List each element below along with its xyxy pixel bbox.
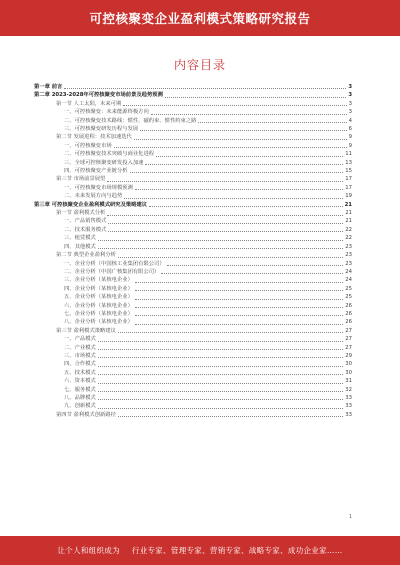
footer-banner [0,536,400,565]
toc-entry[interactable] [34,268,352,276]
toc-entry-page: 3 [348,109,352,116]
toc-entry[interactable] [34,117,352,125]
toc-entry-label: 二、可控核聚变技术路线：惯性、磁约束、惯性约束之路 [64,117,197,124]
toc-entry-label: 三、租赁模式 [64,235,96,242]
toc-entry[interactable] [34,344,352,352]
toc-leader-dots [156,155,343,157]
toc-entry-label: 八、企业分析（某核电企业） [64,319,133,326]
toc-entry-page: 3 [348,83,352,90]
toc-entry-page: 13 [345,159,352,166]
toc-entry[interactable] [34,360,352,368]
toc-entry[interactable] [34,125,352,133]
footer-slogan-left: 让个人和组织成为 [57,546,120,555]
toc-leader-dots [135,298,343,300]
toc-entry-page: 3 [348,100,352,107]
toc-entry-page: 22 [345,226,352,233]
toc-entry[interactable] [34,310,352,318]
toc-entry[interactable] [34,108,352,116]
toc-entry[interactable] [34,142,352,150]
toc-entry[interactable] [34,218,352,226]
toc-leader-dots [98,407,343,409]
toc-entry[interactable] [34,209,352,217]
toc-leader-dots [107,214,343,216]
toc-entry-page: 15 [345,168,352,175]
toc-entry[interactable] [34,167,352,175]
toc-leader-dots [98,373,343,375]
toc-entry-page: 26 [345,302,352,309]
toc-entry[interactable] [34,394,352,402]
toc-entry-label: 第三章 可控核聚变企业盈利模式研究及策略建议 [34,201,148,208]
toc-leader-dots [198,121,346,123]
toc-entry-page: 6 [348,126,352,133]
toc-entry-label: 一、可控核聚变市场 [64,142,112,149]
toc-leader-dots [135,306,343,308]
toc-entry[interactable] [34,276,352,284]
toc-entry-page: 33 [345,395,352,402]
toc-entry[interactable] [34,159,352,167]
footer-slogan-right: 行业专家、管理专家、营销专家、战略专家、成功企业家…… [131,546,343,555]
toc-leader-dots [108,230,343,232]
toc-entry-page: 24 [345,268,352,275]
toc-entry-page: 29 [345,352,352,359]
toc-entry-page: 21 [345,218,352,225]
toc-leader-dots [161,272,343,274]
toc-entry-page: 33 [345,411,352,418]
report-title: 可控核聚变企业盈利模式策略研究报告 [89,11,311,26]
toc-entry[interactable] [34,201,352,209]
page-number: 1 [348,514,352,520]
toc-entry-page: 30 [345,369,352,376]
toc-entry-page: 11 [345,151,352,158]
toc-heading: 内容目录 [173,58,226,72]
toc-entry[interactable] [34,318,352,326]
toc-entry-page: 9 [348,142,352,149]
toc-leader-dots [135,281,343,283]
toc-entry-page: 23 [345,243,352,250]
toc-leader-dots [98,356,343,358]
toc-entry-label: 四、其他模式 [64,243,96,250]
table-of-contents [34,83,352,419]
toc-entry-page: 33 [345,403,352,410]
toc-entry-label: 六、企业分析（某核电企业） [64,302,133,309]
toc-leader-dots [151,113,347,115]
toc-entry[interactable] [34,377,352,385]
toc-leader-dots [98,398,343,400]
toc-leader-dots [145,163,343,165]
toc-leader-dots [134,138,347,140]
toc-leader-dots [98,247,343,249]
toc-entry-label: 三、市场模式 [64,352,96,359]
toc-entry-page: 31 [345,378,352,385]
toc-entry-label: 二、产业模式 [64,344,96,351]
toc-entry[interactable] [34,285,352,293]
header-banner [0,0,400,36]
toc-entry-page: 19 [345,193,352,200]
toc-entry-page: 32 [345,386,352,393]
toc-entry-label: 一、企业分析（中国核工业集团有限公司） [64,260,165,267]
toc-leader-dots [123,104,346,106]
toc-leader-dots [135,188,343,190]
toc-leader-dots [118,256,343,258]
toc-entry-label: 一、可控核聚变市场规模预测 [64,184,133,191]
toc-entry-page: 23 [345,260,352,267]
toc-entry-page: 3 [348,92,352,99]
toc-entry[interactable] [34,386,352,394]
toc-entry-label: 一、可控核聚变：未来能源终极方向 [64,109,149,116]
toc-entry-page: 17 [345,176,352,183]
toc-entry-page: 27 [345,344,352,351]
toc-entry-page: 24 [345,277,352,284]
toc-entry-label: 第四节 盈利模式创新路径 [56,411,116,418]
toc-entry[interactable] [34,243,352,251]
toc-entry-label: 二、未来发展方向与趋势 [64,193,123,200]
toc-entry-label: 二、可控核聚变技术突破与商业化进程 [64,151,155,158]
toc-entry-label: 第三节 市场前景展望 [56,176,106,183]
toc-entry-label: 五、技术模式 [64,369,96,376]
toc-entry-label: 第二节 典型企业盈利分析 [56,252,116,259]
toc-entry-label: 六、资本模式 [64,378,96,385]
toc-leader-dots [130,171,344,173]
toc-entry[interactable] [34,133,352,141]
toc-entry-label: 九、创新模式 [64,403,96,410]
toc-entry-label: 二、企业分析（中国广核集团有限公司） [64,268,160,275]
toc-entry[interactable] [34,184,352,192]
toc-entry-page: 30 [345,361,352,368]
toc-leader-dots [149,205,343,207]
toc-entry-label: 三、全球可控核聚变研发投入加速 [64,159,144,166]
toc-entry-label: 一、产品模式 [64,336,96,343]
toc-entry-label: 四、可控核聚变产业链分析 [64,168,128,175]
toc-leader-dots [98,340,343,342]
toc-entry[interactable] [34,327,352,335]
toc-leader-dots [64,87,346,89]
toc-leader-dots [165,96,346,98]
toc-entry[interactable] [34,251,352,259]
toc-entry[interactable] [34,369,352,377]
toc-entry-label: 一、产品销售模式 [64,218,107,225]
toc-leader-dots [108,222,343,224]
toc-entry[interactable] [34,192,352,200]
toc-leader-dots [135,314,343,316]
toc-entry-label: 五、企业分析（某核电企业） [64,294,133,301]
toc-entry-page: 21 [345,210,352,217]
toc-entry[interactable] [34,83,352,91]
toc-entry[interactable] [34,91,352,99]
toc-leader-dots [98,382,343,384]
toc-leader-dots [140,129,346,131]
toc-entry-page: 27 [345,336,352,343]
toc-entry[interactable] [34,150,352,158]
toc-leader-dots [118,331,343,333]
toc-entry-page: 4 [348,117,352,124]
toc-entry-label: 七、服务模式 [64,386,96,393]
toc-entry[interactable] [34,402,352,410]
toc-leader-dots [98,365,343,367]
toc-entry-label: 三、企业分析（某核电企业） [64,277,133,284]
toc-entry-label: 第一章 前言 [34,83,63,90]
toc-entry-label: 七、企业分析（某核电企业） [64,310,133,317]
toc-entry-page: 26 [345,319,352,326]
toc-entry-page: 27 [345,327,352,334]
toc-entry-label: 第二章 2023-2028年可控核聚变市场前景及趋势预测 [34,92,163,99]
toc-entry[interactable] [34,100,352,108]
toc-entry-page: 25 [345,285,352,292]
toc-entry-page: 26 [345,310,352,317]
toc-entry-label: 第三节 盈利模式策略建议 [56,327,116,334]
toc-entry-page: 9 [348,134,352,141]
toc-leader-dots [98,348,343,350]
toc-entry-page: 23 [345,252,352,259]
toc-entry[interactable] [34,234,352,242]
toc-leader-dots [118,415,343,417]
toc-entry-label: 三、可控核聚变研发历程与发展 [64,126,139,133]
toc-leader-dots [114,146,347,148]
toc-entry[interactable] [34,335,352,343]
toc-entry-page: 17 [345,184,352,191]
toc-entry-label: 第一节 人工太阳，未来可期 [56,100,122,107]
toc-entry[interactable] [34,260,352,268]
toc-leader-dots [167,264,344,266]
toc-leader-dots [135,323,343,325]
toc-entry-label: 二、技术服务模式 [64,226,107,233]
toc-entry[interactable] [34,226,352,234]
toc-entry-label: 四、合作模式 [64,361,96,368]
toc-entry-label: 四、企业分析（某核电企业） [64,285,133,292]
toc-entry[interactable] [34,302,352,310]
toc-entry-label: 第二节 发展进程：技术加速迭代 [56,134,132,141]
toc-entry[interactable] [34,293,352,301]
toc-leader-dots [124,197,343,199]
toc-entry-label: 第一节 盈利模式分析 [56,210,106,217]
toc-leader-dots [107,180,343,182]
toc-entry-label: 八、品牌模式 [64,395,96,402]
toc-entry-page: 22 [345,235,352,242]
toc-entry[interactable] [34,352,352,360]
toc-leader-dots [135,289,343,291]
toc-leader-dots [98,239,343,241]
toc-entry[interactable] [34,411,352,419]
toc-entry[interactable] [34,175,352,183]
toc-leader-dots [98,390,343,392]
toc-entry-page: 25 [345,294,352,301]
toc-entry-page: 21 [344,201,352,208]
